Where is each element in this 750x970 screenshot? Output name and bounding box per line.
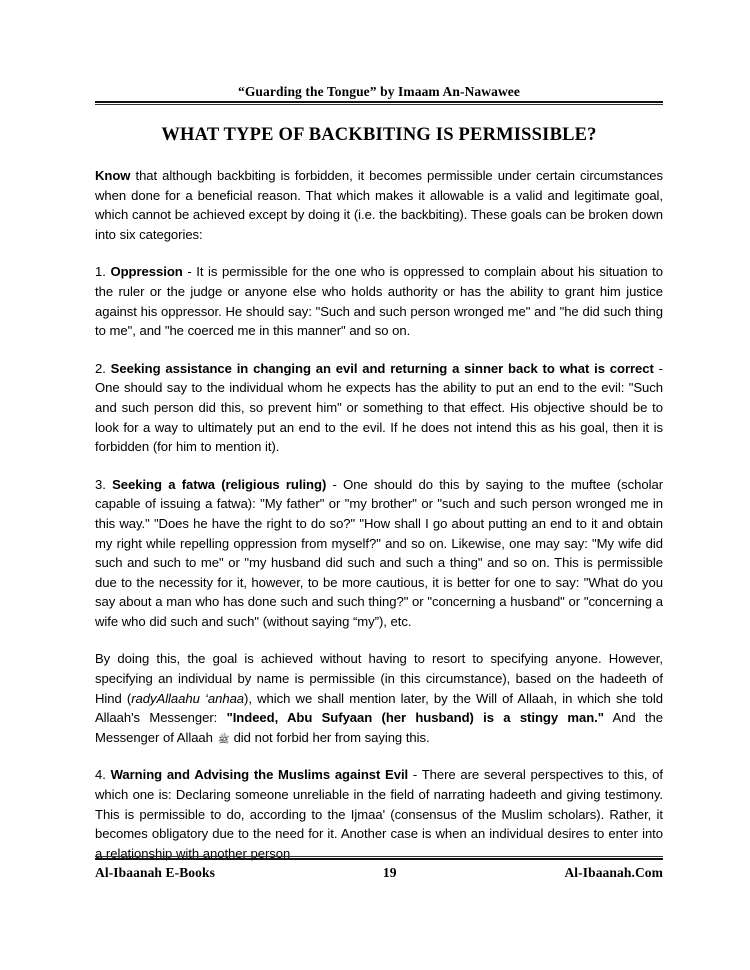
header-divider-rule [95,101,663,105]
segment-plain: By doing this, the goal is achieved without having to resort to specifying anyone. However, specifying an individual by name is permissible (in this circumstance), based on the hadeeth of Hind ( [95,651,663,706]
list-number: 4. [95,767,111,783]
footer-divider-rule [95,856,663,860]
segment-plain: did not forbid her from saying this. [229,729,430,745]
paragraph-intro [95,166,663,244]
paragraph-text: - It is permissible for the one who is oppressed to complain about his situation to the ruler or the judge or anyone else who holds authority or has the ability to grant him justice against his oppressor. He should say: "Such and such person wronged me" and "he did such thing to me", and "he coerced me in this manner" and so on. [95,264,663,339]
segment-italic-honorific: radyAllaahu ‘anhaa [131,690,245,706]
document-body [95,124,663,863]
footer-row [95,865,663,881]
paragraph-item-4 [95,765,663,863]
paragraph-item-1 [95,262,663,340]
list-heading: Seeking a fatwa (religious ruling) [112,476,327,492]
list-heading: Seeking assistance in changing an evil and returning a sinner back to what is correct [110,360,654,376]
page-title: WHAT TYPE OF BACKBITING IS PERMISSIBLE? [161,125,597,145]
segment-bold-quote: "Indeed, Abu Sufyaan (her husband) is a stingy man." [226,710,604,726]
list-heading: Oppression [110,264,183,280]
paragraph-text: - There are several perspectives to this, of which one is: Declaring someone unreliable in the field of narrating hadeeth and giving testimony. This is permissible to do, according to the Ijmaa' (consensus of the Muslim scholars). Rather, it becomes obligatory due to the need for it. Another case is when an individual desires to enter into a relationship with another person [95,767,663,861]
segment-plain: ), which we shall mention later, by the Will of Allaah, in which she told Allaah's Messenger: [95,690,664,726]
footer-publisher: Al-Ibaanah E-Books [95,865,215,881]
paragraph-text: - One should do this by saying to the muftee (scholar capable of issuing a fatwa): "My father" or "my brother" or "such and such person wronged me in this way." "Does he have the right to do so?" "How shall I go about putting an end to it and obtain my right while repelling oppression from myself?" and so on. Likewise, one may say: "My wife did such and such to me" or "my husband did such and such a thing" and so on. This is permissible due to the necessity for it, however, to be more cautious, it is better for one to say: "What do you say about a man who has done such and such thing?" or "concerning a husband" or "concerning a wife who did such and such" (without saying “my”), etc. [95,476,664,629]
paragraph-text: that although backbiting is forbidden, it becomes permissible under certain circumstances when done for a beneficial reason. That which makes it allowable is a valid and legitimate goal, which cannot be achieved except by doing it (i.e. the backbiting). These goals can be broken down into six categories: [95,168,663,242]
sallallahu-alayhi-wasallam-icon: ﷺ [217,734,229,746]
paragraph-item-2 [95,359,663,457]
paragraph-lead-word: Know [95,168,131,183]
list-number: 3. [95,476,113,492]
list-number: 1. [95,264,111,280]
list-heading: Warning and Advising the Muslims against Evil [110,767,409,783]
running-footer [95,856,663,881]
running-header [95,84,663,105]
footer-website: Al-Ibaanah.Com [564,865,663,881]
list-number: 2. [95,360,111,376]
segment-plain: And the Messenger of Allaah [95,710,663,745]
page-number: 19 [382,865,397,881]
paragraph-hind-hadeeth [95,649,663,747]
paragraph-text: - One should say to the individual whom he expects has the ability to put an end to the evil: "Such and such person did this, so prevent him" or something to that effect. His objective should be to look for a way to ultimately put an end to the evil. If he does not intend this as his goal, then it is forbidden (for him to mention it). [95,360,663,455]
paragraph-item-3 [95,475,663,632]
running-header-title: “Guarding the Tongue” by Imaam An-Nawawee [237,84,520,99]
